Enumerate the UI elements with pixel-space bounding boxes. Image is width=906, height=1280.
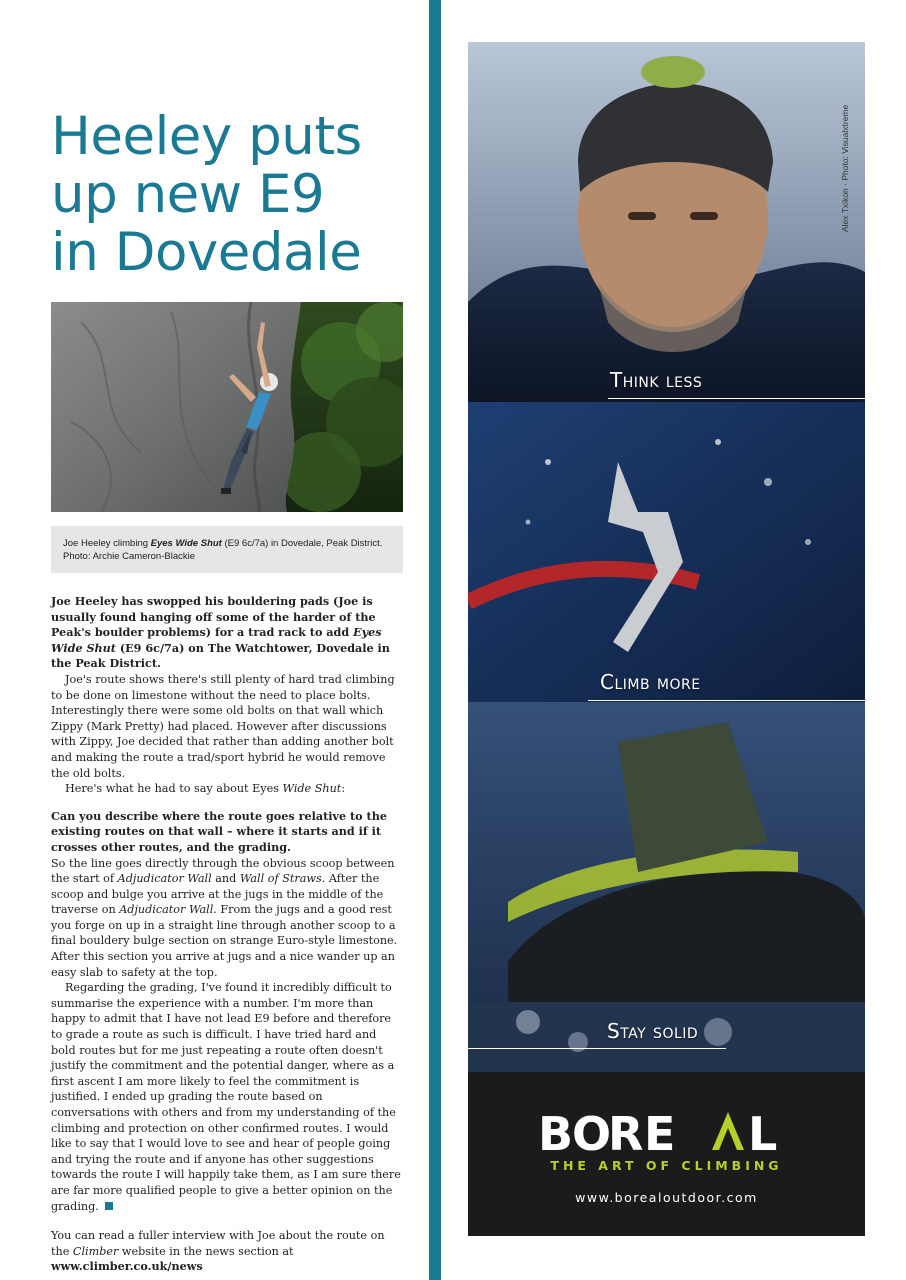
para2-end: : bbox=[341, 782, 346, 796]
para2-text: Here's what he had to say about Eyes bbox=[65, 782, 283, 796]
closing-paragraph bbox=[51, 1228, 403, 1275]
ad-tagline-think-less: Think less bbox=[610, 368, 703, 392]
answer-paragraph-1 bbox=[51, 856, 403, 981]
column-divider-bar bbox=[429, 0, 441, 1280]
headline-line-2: up new E9 bbox=[51, 164, 325, 225]
ad-rule-3 bbox=[468, 1048, 726, 1049]
body-paragraph-2 bbox=[51, 781, 403, 797]
caption-route-name: Eyes Wide Shut bbox=[150, 538, 222, 549]
ad-tagline-climb-more: Climb more bbox=[600, 670, 701, 694]
closing-magazine-name: Climber bbox=[72, 1244, 119, 1258]
caption-text bbox=[63, 537, 391, 550]
answer1-route-3: Adjudicator Wall. bbox=[119, 903, 217, 917]
photo-caption bbox=[51, 526, 403, 573]
answer1-e: After the scoop and bulge you arrive at the jugs in the middle of the traverse on bbox=[51, 872, 384, 917]
headline-line-1: Heeley puts bbox=[51, 106, 362, 167]
answer-paragraph-2 bbox=[51, 980, 403, 1214]
answer1-g: From the jugs and a good rest you forge on up in a straight line through another scoop to a final bouldery bulge section on strange Euro-style limestone. After this section you arrive at jugs and a nice wander up an easy slab to safety at the top. bbox=[51, 903, 398, 979]
interview-question: Can you describe where the route goes relative to the existing routes on that wall – where it starts and if it crosses other routes, and the grading. bbox=[51, 808, 387, 854]
article-headline bbox=[51, 108, 411, 282]
headline-line-3: in Dovedale bbox=[51, 222, 362, 283]
answer1-route-1: Adjudicator Wall bbox=[117, 872, 212, 886]
end-of-article-square-icon bbox=[105, 1202, 113, 1210]
lead-paragraph bbox=[51, 594, 403, 672]
lead-text-2: (E9 6c/7a) on The Watchtower, Dovedale in the Peak District. bbox=[51, 640, 390, 671]
lead-text-1: Joe Heeley has swopped his bouldering pads (Joe is usually found hanging off some of the harder of the Peak's boulder problems) for a trad rack to add bbox=[51, 594, 376, 640]
caption-prefix: Joe Heeley climbing bbox=[63, 538, 151, 549]
lead-route-name: Eyes Wide Shut bbox=[51, 625, 382, 655]
answer2-text: Regarding the grading, I've found it incredibly difficult to summarise the experience with a number. I'm more than happy to admit that I have not lead E9 before and therefore to grade a route as such is difficult. I have tried hard and bold routes but for me just repeating a route often doesn't justify the commitment and the potential danger, where as a first ascent I am more likely to feel the commitment is justified. I ended up grading the route based on conversations with others and from my understanding of the climbing and protection on other confirmed routes. I would like to say that I would love to see and hear of people going and trying the route and if anyone has other suggestions towards the route I will happily take them, as I am sure there are far more qualified people to give a better opinion on the grading. bbox=[51, 981, 401, 1213]
answer1-route-2: Wall of Straws. bbox=[239, 872, 326, 886]
brand-url[interactable]: www.borealoutdoor.com bbox=[575, 1190, 758, 1205]
para2-italic: Wide Shut bbox=[282, 782, 342, 796]
body-paragraph-1: Joe's route shows there's still plenty of hard trad climbing to be done on limestone without the need to place bolts. Interestingly there were some old bolts on that wall which Zippy (Mark Pretty) had placed. However after discussions with Zippy, Joe decided that rather than adding another bolt and making the route a trad/sport hybrid he would remove the old bolts. bbox=[51, 672, 395, 780]
ad-rule-2 bbox=[588, 700, 865, 701]
ad-brand-footer bbox=[468, 1072, 865, 1236]
boreal-advertisement bbox=[468, 42, 865, 1236]
news-link[interactable]: www.climber.co.uk/news bbox=[51, 1259, 203, 1274]
ad-photo-credit: Alex Txikon · Photo: Visualxtreme bbox=[840, 104, 850, 232]
photo-credit: Photo: Archie Cameron-Blackie bbox=[63, 551, 196, 562]
ad-photo-collage bbox=[468, 42, 865, 1072]
caption-suffix: (E9 6c/7a) in Dovedale, Peak District. bbox=[221, 538, 383, 549]
climber-photo bbox=[51, 302, 403, 512]
closing-a: You can read a fuller interview with Joe about the route on the bbox=[51, 1229, 385, 1258]
brand-tagline: THE ART OF CLIMBING bbox=[550, 1158, 783, 1173]
closing-c: website in the news section at bbox=[118, 1244, 294, 1258]
ad-rule-1 bbox=[608, 398, 865, 399]
boreal-logo bbox=[538, 1106, 796, 1156]
article-body bbox=[51, 594, 403, 1275]
boreal-logo-text: BORE L bbox=[538, 1107, 780, 1156]
answer1-c: and bbox=[211, 872, 240, 886]
answer1-a: So the line goes directly through the obvious scoop between the start of bbox=[51, 856, 395, 886]
ad-tagline-stay-solid: Stay solid bbox=[607, 1019, 699, 1043]
boreal-logo-peak-icon bbox=[712, 1112, 744, 1150]
